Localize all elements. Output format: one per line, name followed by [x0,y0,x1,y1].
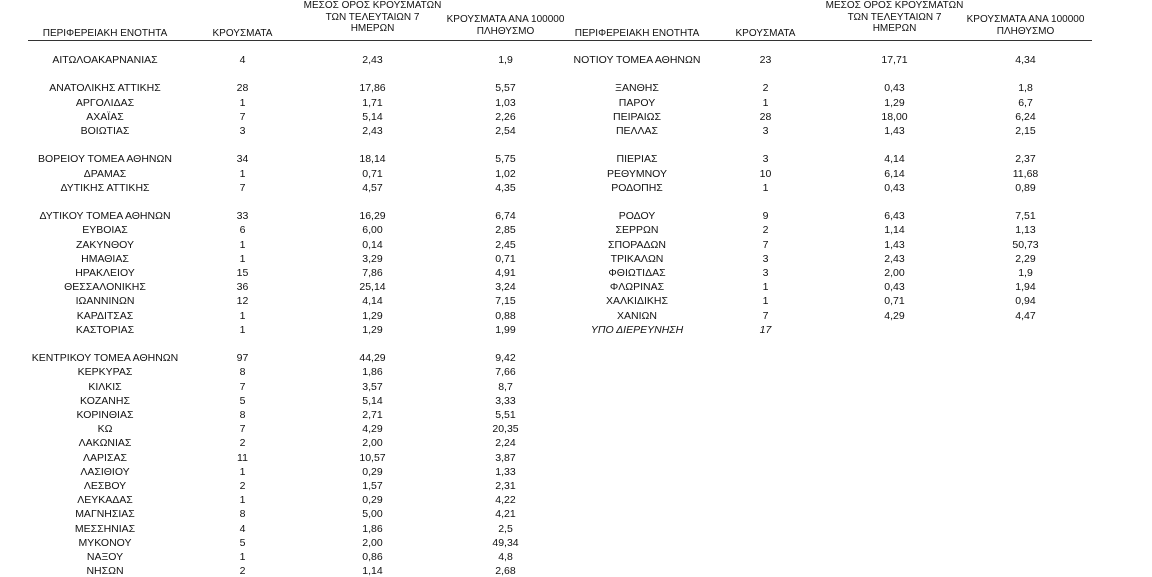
left-cell-cases: 15 [236,267,249,279]
left-cell-per100k: 3,33 [495,394,516,407]
left-cell-avg7: 1,57 [362,480,383,492]
left-cell-cases: 7 [239,181,246,194]
left-cell-cases: 33 [236,210,249,223]
right-cell-cases: 17 [759,323,772,336]
left-cell-cases: 1 [239,96,246,109]
right-cell-per100k: 0,89 [1015,181,1036,194]
right-cell-cases: 28 [759,110,772,123]
left-cell-region: ΚΑΡΔΙΤΣΑΣ [76,309,134,322]
left-cell-per100k: 0,88 [495,309,516,322]
left-cell-cases: 8 [239,508,246,521]
left-cell-region: ΙΩΑΝΝΙΝΩΝ [75,295,135,308]
right-cell-avg7: 6,43 [884,210,905,223]
left-cell-region: ΚΙΛΚΙΣ [88,380,122,393]
left-header-region: ΠΕΡΙΦΕΡΕΙΑΚΗ ΕΝΟΤΗΤΑ [42,28,168,39]
left-cell-cases: 11 [237,451,248,464]
right-cell-region: ΠΕΛΛΑΣ [615,125,659,137]
left-cell-region: ΛΑΚΩΝΙΑΣ [78,437,132,450]
right-cell-cases: 3 [762,153,769,166]
left-cell-per100k: 9,42 [495,352,516,365]
right-cell-region: ΥΠΟ ΔΙΕΡΕΥΝΗΣΗ [590,323,684,336]
left-cell-region: ΑΙΤΩΛΟΑΚΑΡΝΑΝΙΑΣ [52,54,158,66]
left-cell-region: ΛΕΥΚΑΔΑΣ [77,494,133,507]
right-cell-per100k: 6,24 [1015,110,1036,123]
left-cell-avg7: 2,00 [362,437,383,450]
left-cell-per100k: 4,22 [495,494,516,507]
left-cell-per100k: 2,31 [495,480,516,492]
right-cell-region: ΦΛΩΡΙΝΑΣ [609,281,665,294]
right-cell-region: ΡΟΔΟΠΗΣ [611,181,663,194]
left-cell-region: ΝΑΞΟΥ [86,551,124,563]
right-header-per100k-line2: ΠΛΗΘΥΣΜΟ [996,25,1055,37]
left-cell-region: ΚΟΡΙΝΘΙΑΣ [76,409,134,421]
right-cell-region: ΝΟΤΙΟΥ ΤΟΜΕΑ ΑΘΗΝΩΝ [573,54,701,66]
left-cell-avg7: 16,29 [359,210,386,223]
left-header-per100k [438,14,573,37]
left-cell-region: ΚΕΝΤΡΙΚΟΥ ΤΟΜΕΑ ΑΘΗΝΩΝ [31,352,179,365]
right-cell-per100k: 1,8 [1018,82,1033,95]
left-cell-cases: 4 [239,54,246,66]
left-cell-per100k: 3,24 [495,281,516,294]
left-cell-region: ΕΥΒΟΙΑΣ [82,224,128,237]
left-header-avg7-line3: ΗΜΕΡΩΝ [350,23,395,34]
left-cell-region: ΚΩ [97,423,113,436]
left-cell-avg7: 0,29 [362,494,383,507]
left-cell-cases: 34 [236,153,249,166]
left-header-cases: ΚΡΟΥΣΜΑΤΑ [212,28,273,39]
left-cell-per100k: 49,34 [492,536,519,549]
left-cell-region: ΝΗΣΩΝ [86,565,124,577]
left-cell-per100k: 1,03 [495,96,516,109]
right-cell-per100k: 4,34 [1015,54,1036,66]
right-cell-avg7: 1,43 [884,125,905,137]
left-cell-region: ΚΑΣΤΟΡΙΑΣ [75,323,135,336]
left-cell-avg7: 3,29 [362,252,383,265]
right-cell-per100k: 1,94 [1015,281,1036,294]
left-cell-per100k: 2,54 [495,125,516,137]
right-cell-avg7: 1,43 [884,238,905,251]
right-header-cases: ΚΡΟΥΣΜΑΤΑ [735,28,796,39]
left-cell-cases: 4 [239,522,246,535]
left-cell-cases: 8 [239,366,246,379]
left-cell-per100k: 4,8 [498,551,513,563]
left-cell-per100k: 4,35 [495,181,516,194]
left-cell-region: ΜΥΚΟΝΟΥ [78,536,132,549]
left-header-avg7-line2: ΤΩΝ ΤΕΛΕΥΤΑΙΩΝ 7 [325,11,420,23]
left-cell-region: ΔΡΑΜΑΣ [83,167,127,180]
right-header-avg7 [822,0,967,35]
left-cell-region: ΑΡΓΟΛΙΔΑΣ [75,96,135,109]
left-cell-avg7: 2,00 [362,536,383,549]
left-cell-cases: 8 [239,409,246,421]
left-cell-per100k: 1,02 [495,167,516,180]
left-cell-avg7: 1,29 [362,323,383,336]
right-cell-avg7: 2,43 [884,252,905,265]
left-cell-per100k: 7,66 [495,366,516,379]
right-cell-avg7: 18,00 [881,110,908,123]
left-cell-per100k: 0,71 [495,252,516,265]
left-cell-cases: 1 [239,252,246,265]
left-cell-cases: 1 [239,465,246,478]
right-header-per100k-line1: ΚΡΟΥΣΜΑΤΑ ΑΝΑ 100000 [966,14,1085,25]
left-cell-cases: 28 [236,82,249,95]
left-cell-avg7: 2,43 [362,54,383,66]
left-cell-region: ΚΟΖΑΝΗΣ [80,394,130,407]
right-cell-cases: 1 [762,96,769,109]
right-header-avg7-line3: ΗΜΕΡΩΝ [872,23,917,34]
left-cell-per100k: 8,7 [498,380,513,393]
left-cell-region: ΜΕΣΣΗΝΙΑΣ [74,522,136,535]
right-cell-per100k: 2,37 [1015,153,1036,166]
left-cell-cases: 2 [239,565,246,577]
right-cell-cases: 1 [762,281,769,294]
left-cell-avg7: 1,29 [362,309,383,322]
left-cell-per100k: 3,87 [495,451,516,464]
left-cell-per100k: 20,35 [492,423,519,436]
right-cell-region: ΠΑΡΟΥ [618,96,656,109]
left-cell-per100k: 6,74 [495,210,516,223]
left-cell-region: ΔΥΤΙΚΗΣ ΑΤΤΙΚΗΣ [60,181,150,194]
left-cell-per100k: 7,15 [495,295,516,308]
left-cell-per100k: 2,5 [498,522,513,535]
right-cell-per100k: 11,68 [1012,167,1039,180]
left-cell-avg7: 6,00 [362,224,383,237]
left-cell-per100k: 4,91 [495,267,516,279]
left-cell-region: ΚΕΡΚΥΡΑΣ [77,366,133,379]
right-cell-per100k: 2,15 [1015,125,1036,137]
left-cell-per100k: 2,45 [495,238,516,251]
left-cell-region: ΛΑΡΙΣΑΣ [83,451,127,464]
left-cell-avg7: 7,86 [362,267,383,279]
left-cell-cases: 1 [239,323,246,336]
left-header-avg7-line1: ΜΕΣΟΣ ΟΡΟΣ ΚΡΟΥΣΜΑΤΩΝ [303,0,442,11]
left-cell-cases: 2 [239,437,246,450]
left-cell-cases: 12 [236,295,249,308]
left-cell-cases: 1 [239,238,246,251]
left-cell-avg7: 4,14 [362,295,383,308]
left-cell-per100k: 2,85 [495,224,516,237]
right-cell-per100k: 4,47 [1015,309,1036,322]
left-cell-region: ΗΜΑΘΙΑΣ [81,252,129,265]
left-cell-region: ΒΟΡΕΙΟΥ ΤΟΜΕΑ ΑΘΗΝΩΝ [38,153,172,166]
left-cell-cases: 7 [239,110,246,123]
left-cell-per100k: 1,33 [495,465,516,478]
right-header-avg7-line2: ΤΩΝ ΤΕΛΕΥΤΑΙΩΝ 7 [847,11,942,23]
left-cell-region: ΑΝΑΤΟΛΙΚΗΣ ΑΤΤΙΚΗΣ [49,82,161,95]
right-header-avg7-line1: ΜΕΣΟΣ ΟΡΟΣ ΚΡΟΥΣΜΑΤΩΝ [825,0,964,11]
right-cell-avg7: 2,00 [884,267,905,279]
left-cell-cases: 6 [239,224,246,237]
right-cell-region: ΡΕΘΥΜΝΟΥ [606,167,667,180]
right-cell-cases: 10 [759,167,772,180]
left-cell-cases: 7 [239,380,246,393]
right-cell-region: ΧΑΛΚΙΔΙΚΗΣ [606,295,668,308]
left-cell-per100k: 2,26 [495,110,516,123]
left-header-avg7 [300,0,445,35]
left-cell-cases: 36 [236,281,249,294]
left-cell-avg7: 1,86 [362,522,383,535]
right-cell-cases: 1 [762,181,769,194]
left-cell-per100k: 5,75 [495,153,516,166]
right-cell-cases: 3 [762,125,769,137]
right-cell-cases: 2 [762,82,769,95]
left-cell-per100k: 1,9 [498,54,513,66]
left-cell-cases: 2 [239,480,246,492]
left-cell-avg7: 10,57 [359,451,386,464]
left-cell-cases: 5 [239,536,246,549]
left-cell-region: ΑΧΑΪΑΣ [86,110,124,123]
right-cell-avg7: 0,71 [884,295,905,308]
right-header-region: ΠΕΡΙΦΕΡΕΙΑΚΗ ΕΝΟΤΗΤΑ [574,28,700,39]
right-cell-region: ΣΕΡΡΩΝ [615,224,659,237]
right-cell-per100k: 2,29 [1015,252,1036,265]
left-cell-cases: 5 [239,394,246,407]
left-cell-avg7: 1,86 [362,366,383,379]
right-cell-per100k: 1,9 [1018,267,1033,279]
right-cell-avg7: 0,43 [884,281,905,294]
right-cell-cases: 1 [762,295,769,308]
right-cell-cases: 9 [762,210,769,223]
right-cell-per100k: 1,13 [1015,224,1036,237]
left-cell-per100k: 2,68 [495,565,516,577]
left-header-per100k-line1: ΚΡΟΥΣΜΑΤΑ ΑΝΑ 100000 [446,14,565,25]
left-cell-avg7: 1,71 [362,96,383,109]
left-cell-cases: 7 [239,423,246,436]
left-cell-avg7: 4,29 [362,423,383,436]
right-cell-cases: 3 [762,267,769,279]
right-cell-avg7: 0,43 [884,181,905,194]
right-cell-cases: 7 [762,309,769,322]
header-divider [28,40,1092,41]
left-cell-avg7: 44,29 [359,352,386,365]
right-cell-avg7: 0,43 [884,82,905,95]
left-cell-avg7: 25,14 [359,281,386,294]
right-cell-avg7: 1,29 [884,96,905,109]
right-cell-region: ΠΙΕΡΙΑΣ [616,153,658,166]
left-cell-per100k: 1,99 [495,323,516,336]
left-cell-avg7: 2,43 [362,125,383,137]
right-header-per100k [958,14,1093,37]
left-cell-avg7: 3,57 [362,380,383,393]
right-cell-region: ΧΑΝΙΩΝ [617,309,657,322]
left-cell-region: ΘΕΣΣΑΛΟΝΙΚΗΣ [64,281,146,294]
left-cell-cases: 1 [239,309,246,322]
left-cell-cases: 1 [239,551,246,563]
left-cell-avg7: 0,86 [362,551,383,563]
right-cell-cases: 3 [762,252,769,265]
left-cell-per100k: 5,57 [495,82,516,95]
left-cell-avg7: 0,71 [362,167,383,180]
left-cell-avg7: 4,57 [362,181,383,194]
right-cell-per100k: 7,51 [1015,210,1036,223]
right-cell-avg7: 1,14 [884,224,905,237]
left-cell-cases: 1 [239,494,246,507]
left-cell-per100k: 2,24 [495,437,516,450]
right-cell-cases: 2 [762,224,769,237]
left-cell-per100k: 5,51 [495,409,516,421]
left-cell-cases: 97 [236,352,249,365]
right-cell-per100k: 6,7 [1018,96,1033,109]
left-cell-per100k: 4,21 [495,508,516,521]
left-cell-avg7: 0,29 [362,465,383,478]
right-cell-avg7: 4,14 [884,153,905,166]
left-cell-region: ΛΕΣΒΟΥ [83,480,127,492]
left-cell-cases: 3 [239,125,246,137]
right-cell-cases: 23 [759,54,772,66]
left-cell-avg7: 18,14 [359,153,386,166]
left-header-per100k-line2: ΠΛΗΘΥΣΜΟ [476,25,535,37]
left-cell-avg7: 0,14 [362,238,383,251]
left-cell-cases: 1 [239,167,246,180]
right-cell-avg7: 17,71 [881,54,908,66]
right-cell-region: ΤΡΙΚΑΛΩΝ [610,252,664,265]
left-cell-region: ΖΑΚΥΝΘΟΥ [75,238,134,251]
left-cell-avg7: 5,14 [362,394,383,407]
right-cell-region: ΦΘΙΩΤΙΔΑΣ [608,267,666,279]
left-cell-avg7: 2,71 [362,409,383,421]
right-cell-avg7: 4,29 [884,309,905,322]
right-cell-per100k: 50,73 [1012,238,1039,251]
left-cell-avg7: 17,86 [359,82,386,95]
right-cell-cases: 7 [762,238,769,251]
left-cell-region: ΛΑΣΙΘΙΟΥ [80,465,130,478]
right-cell-avg7: 6,14 [884,167,905,180]
left-cell-avg7: 1,14 [362,565,383,577]
left-cell-region: ΗΡΑΚΛΕΙΟΥ [75,267,135,279]
left-cell-region: ΜΑΓΝΗΣΙΑΣ [75,508,135,521]
left-cell-region: ΒΟΙΩΤΙΑΣ [80,125,130,137]
right-cell-per100k: 0,94 [1015,295,1036,308]
right-cell-region: ΠΕΙΡΑΙΩΣ [613,110,661,123]
right-cell-region: ΣΠΟΡΑΔΩΝ [608,238,666,251]
left-cell-avg7: 5,14 [362,110,383,123]
left-cell-region: ΔΥΤΙΚΟΥ ΤΟΜΕΑ ΑΘΗΝΩΝ [39,210,171,223]
right-cell-region: ΞΑΝΘΗΣ [615,82,659,95]
left-cell-avg7: 5,00 [362,508,383,521]
right-cell-region: ΡΟΔΟΥ [618,210,656,223]
